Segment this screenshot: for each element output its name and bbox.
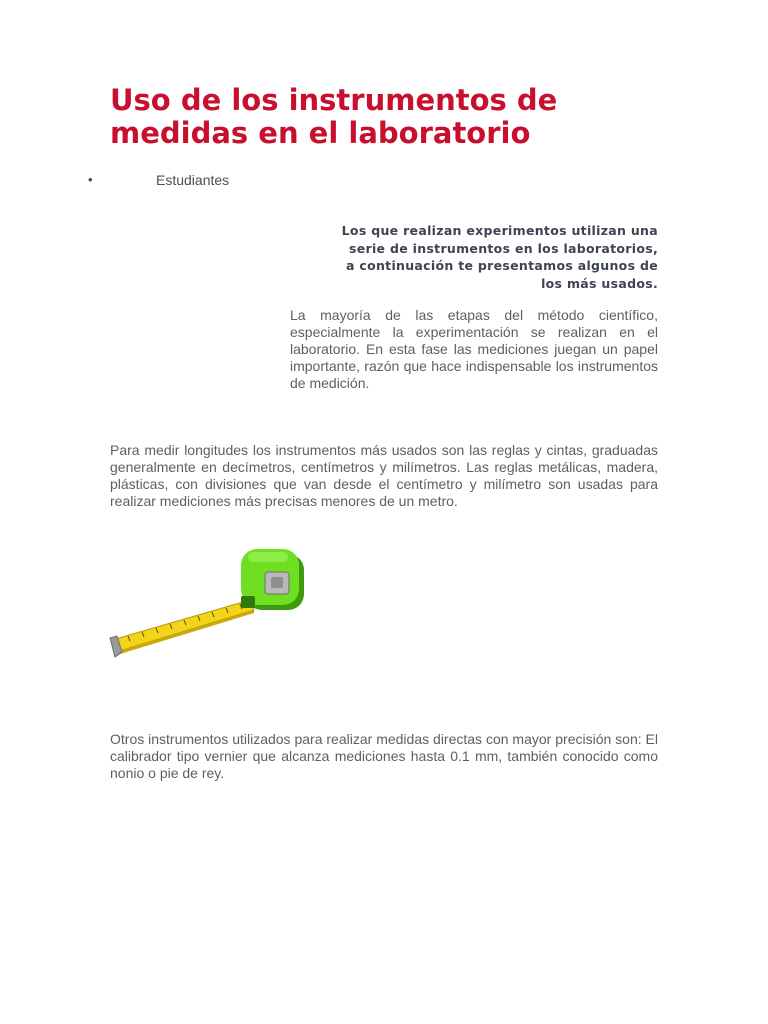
tape-measure-illustration <box>108 540 318 670</box>
paragraph-length-instruments: Para medir longitudes los instrumentos más usados son las reglas y cintas, graduadas generalmente en decímetros, centímetros y milímetros. Las reglas metálicas, madera, plásticas, con divisiones que van desde el centímetro y milímetro son usadas para realizar mediciones más precisas menores de un metro. <box>110 442 658 509</box>
tape-lock-button <box>271 577 283 588</box>
page-title: Uso de los instrumentos de medidas en el laboratorio <box>110 83 558 150</box>
tape-blade <box>112 600 254 652</box>
tape-measure-image <box>108 540 318 670</box>
bullet-list-item <box>88 172 388 192</box>
bullet-icon: • <box>88 172 93 187</box>
lead-paragraph: Los que realizan experimentos utilizan una serie de instrumentos en los laboratorios, a continuación te presentamos algunos de los más usados. <box>341 223 658 291</box>
paragraph-scientific-method: La mayoría de las etapas del método científico, especialmente la experimentación se realizan en el laboratorio. En esta fase las mediciones juegan un papel importante, razón que hace indispensable los instrumentos de medición. <box>290 307 658 391</box>
tape-mouth <box>241 596 255 608</box>
paragraph-vernier: Otros instrumentos utilizados para realizar medidas directas con mayor precisión son: El calibrador tipo vernier que alcanza mediciones hasta 0.1 mm, también conocido como nonio o pie de rey. <box>110 731 658 781</box>
bullet-text: Estudiantes <box>156 172 230 188</box>
tape-case-highlight <box>248 552 288 562</box>
